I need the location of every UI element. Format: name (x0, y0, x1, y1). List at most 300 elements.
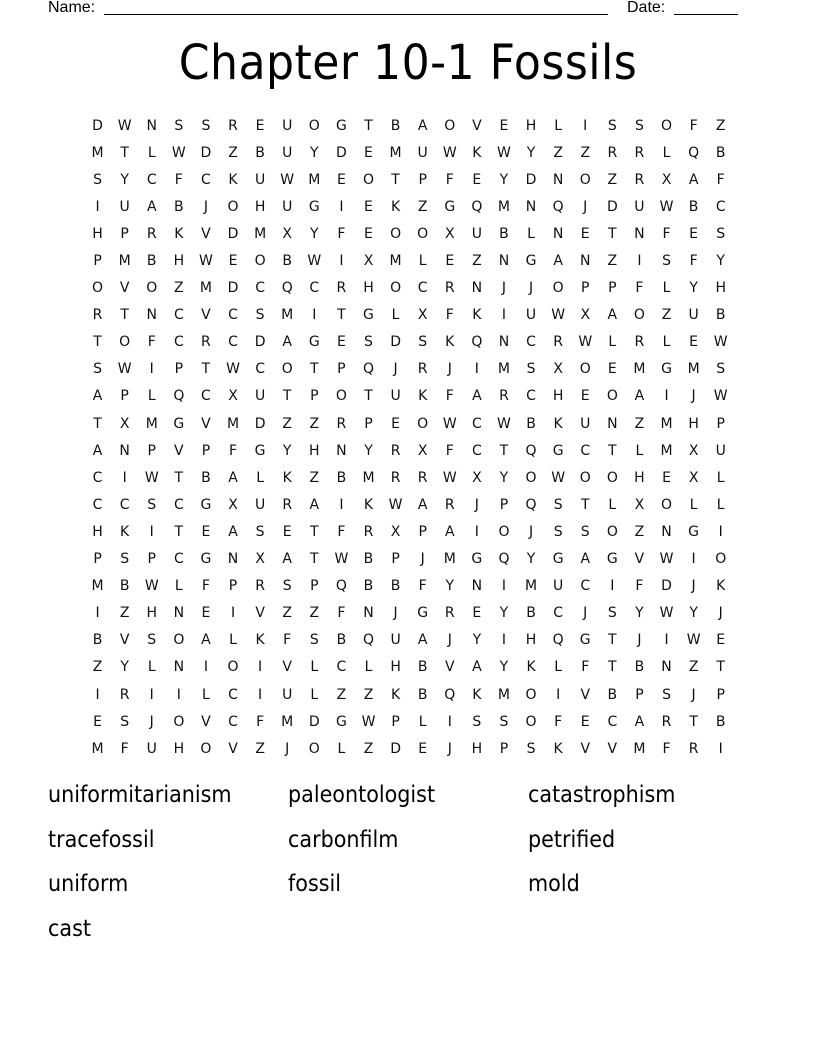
grid-cell[interactable]: I (691, 551, 696, 568)
grid-cell[interactable]: N (173, 605, 185, 622)
grid-cell[interactable]: W (442, 415, 457, 432)
grid-cell[interactable]: X (282, 225, 292, 242)
grid-cell[interactable]: O (173, 632, 185, 649)
grid-cell[interactable]: A (444, 523, 455, 540)
grid-cell[interactable]: W (307, 253, 322, 270)
grid-cell[interactable]: J (691, 686, 696, 703)
grid-cell[interactable]: E (716, 632, 726, 649)
grid-cell[interactable]: H (715, 280, 726, 297)
grid-cell[interactable]: S (607, 117, 617, 134)
grid-cell[interactable]: O (390, 225, 402, 242)
grid-cell[interactable]: F (337, 523, 346, 540)
grid-cell[interactable]: O (606, 523, 618, 540)
grid-cell[interactable]: J (528, 523, 534, 540)
grid-cell[interactable]: X (634, 496, 645, 513)
grid-cell[interactable]: H (173, 253, 185, 270)
grid-cell[interactable]: I (149, 686, 154, 703)
grid-cell[interactable]: E (201, 523, 211, 540)
grid-cell[interactable]: E (364, 198, 373, 215)
grid-cell[interactable]: V (201, 415, 211, 432)
grid-cell[interactable]: M (281, 713, 294, 730)
grid-cell[interactable]: Z (634, 523, 645, 540)
grid-cell[interactable]: R (688, 740, 699, 757)
grid-cell[interactable]: K (120, 523, 130, 540)
grid-cell[interactable]: Y (282, 442, 292, 459)
grid-cell[interactable]: T (282, 388, 292, 405)
grid-cell[interactable]: C (417, 280, 428, 297)
grid-cell[interactable]: O (417, 225, 429, 242)
grid-cell[interactable]: C (580, 442, 591, 459)
grid-cell[interactable]: D (390, 740, 401, 757)
grid-cell[interactable]: J (528, 280, 534, 297)
grid-cell[interactable]: Z (417, 198, 428, 215)
grid-cell[interactable]: T (689, 713, 698, 730)
grid-cell[interactable]: I (339, 253, 344, 270)
grid-cell[interactable]: Z (688, 659, 699, 676)
grid-cell[interactable]: R (119, 686, 130, 703)
grid-cell[interactable]: Q (498, 551, 510, 568)
grid-cell[interactable]: G (417, 605, 429, 622)
grid-cell[interactable]: M (660, 442, 673, 459)
grid-cell[interactable]: B (607, 686, 618, 703)
grid-cell[interactable]: P (201, 442, 211, 459)
grid-cell[interactable]: T (310, 523, 319, 540)
grid-cell[interactable]: R (634, 144, 645, 161)
grid-cell[interactable]: V (255, 605, 265, 622)
grid-cell[interactable]: L (229, 632, 237, 649)
grid-cell[interactable]: L (554, 117, 563, 134)
grid-cell[interactable]: I (149, 361, 154, 378)
grid-cell[interactable]: E (580, 225, 590, 242)
grid-cell[interactable]: C (607, 713, 618, 730)
grid-cell[interactable]: F (147, 334, 156, 351)
grid-cell[interactable]: O (579, 469, 591, 486)
grid-cell[interactable]: F (635, 280, 644, 297)
grid-cell[interactable]: A (417, 632, 428, 649)
grid-cell[interactable]: T (337, 307, 346, 324)
grid-cell[interactable]: Z (309, 605, 320, 622)
grid-cell[interactable]: J (691, 578, 696, 595)
grid-cell[interactable]: S (580, 523, 590, 540)
grid-cell[interactable]: J (447, 361, 452, 378)
grid-cell[interactable]: O (335, 388, 347, 405)
grid-cell[interactable]: M (91, 578, 104, 595)
grid-cell[interactable]: A (607, 307, 618, 324)
grid-cell[interactable]: N (146, 307, 157, 324)
grid-cell[interactable]: L (418, 713, 427, 730)
grid-cell[interactable]: X (363, 253, 374, 270)
grid-cell[interactable]: K (472, 307, 482, 324)
grid-cell[interactable]: N (146, 117, 157, 134)
grid-cell[interactable]: R (390, 442, 401, 459)
grid-cell[interactable]: I (610, 578, 615, 595)
grid-cell[interactable]: L (147, 144, 156, 161)
grid-cell[interactable]: Z (634, 415, 645, 432)
grid-cell[interactable]: T (716, 659, 725, 676)
grid-cell[interactable]: V (580, 740, 591, 757)
grid-cell[interactable]: I (312, 307, 317, 324)
grid-cell[interactable]: L (716, 496, 725, 513)
grid-cell[interactable]: T (608, 632, 617, 649)
grid-cell[interactable]: W (551, 307, 566, 324)
grid-cell[interactable]: D (227, 225, 239, 242)
grid-cell[interactable]: C (228, 334, 238, 351)
grid-cell[interactable]: J (393, 605, 398, 622)
grid-cell[interactable]: M (497, 686, 510, 703)
grid-cell[interactable]: R (201, 334, 211, 351)
grid-cell[interactable]: S (147, 496, 157, 513)
grid-cell[interactable]: W (199, 253, 213, 270)
grid-cell[interactable]: L (635, 442, 644, 459)
grid-cell[interactable]: J (691, 388, 696, 405)
grid-cell[interactable]: O (498, 523, 510, 540)
grid-cell[interactable]: L (147, 659, 156, 676)
grid-cell[interactable]: E (499, 117, 509, 134)
grid-cell[interactable]: P (418, 171, 427, 188)
grid-cell[interactable]: N (173, 659, 185, 676)
grid-cell[interactable]: B (119, 578, 130, 595)
grid-cell[interactable]: K (282, 469, 292, 486)
grid-cell[interactable]: J (501, 280, 507, 297)
grid-cell[interactable]: O (227, 659, 239, 676)
grid-cell[interactable]: T (310, 551, 319, 568)
grid-cell[interactable]: E (472, 605, 482, 622)
grid-cell[interactable]: T (174, 469, 184, 486)
grid-cell[interactable]: L (256, 469, 265, 486)
grid-cell[interactable]: Q (362, 632, 374, 649)
grid-cell[interactable]: M (254, 225, 267, 242)
grid-cell[interactable]: I (230, 605, 236, 622)
grid-cell[interactable]: L (716, 469, 725, 486)
grid-cell[interactable]: X (417, 442, 428, 459)
grid-cell[interactable]: M (91, 144, 104, 161)
grid-cell[interactable]: S (174, 117, 184, 134)
grid-cell[interactable]: T (580, 496, 590, 513)
grid-cell[interactable]: P (608, 280, 617, 297)
grid-cell[interactable]: X (444, 225, 455, 242)
grid-cell[interactable]: F (716, 171, 725, 188)
grid-cell[interactable]: O (308, 117, 320, 134)
grid-cell[interactable]: C (336, 659, 347, 676)
grid-cell[interactable]: F (662, 740, 671, 757)
grid-cell[interactable]: M (497, 198, 510, 215)
grid-cell[interactable]: T (499, 442, 509, 459)
grid-cell[interactable]: Q (552, 198, 564, 215)
grid-cell[interactable]: T (608, 659, 617, 676)
grid-cell[interactable]: A (92, 442, 103, 459)
grid-cell[interactable]: O (119, 334, 131, 351)
grid-cell[interactable]: A (634, 388, 645, 405)
grid-cell[interactable]: C (201, 171, 211, 188)
grid-cell[interactable]: P (147, 442, 156, 459)
grid-cell[interactable]: T (93, 415, 102, 432)
grid-cell[interactable]: G (173, 415, 185, 432)
grid-cell[interactable]: Q (471, 198, 483, 215)
grid-cell[interactable]: W (497, 415, 511, 432)
grid-cell[interactable]: M (497, 361, 510, 378)
grid-cell[interactable]: Q (335, 578, 347, 595)
grid-cell[interactable]: E (662, 469, 671, 486)
grid-cell[interactable]: F (228, 442, 238, 459)
grid-cell[interactable]: T (201, 361, 211, 378)
grid-cell[interactable]: M (687, 361, 700, 378)
grid-cell[interactable]: D (606, 198, 618, 215)
grid-cell[interactable]: B (363, 551, 374, 568)
grid-cell[interactable]: N (552, 225, 564, 242)
grid-cell[interactable]: Y (716, 253, 725, 270)
grid-cell[interactable]: U (282, 117, 293, 134)
grid-cell[interactable]: H (634, 469, 645, 486)
grid-cell[interactable]: M (633, 740, 646, 757)
grid-cell[interactable]: X (255, 551, 265, 568)
grid-cell[interactable]: P (499, 740, 509, 757)
grid-cell[interactable]: P (228, 578, 238, 595)
grid-cell[interactable]: G (471, 551, 483, 568)
grid-cell[interactable]: D (254, 334, 266, 351)
grid-cell[interactable]: S (147, 632, 157, 649)
grid-cell[interactable]: F (418, 578, 427, 595)
grid-cell[interactable]: D (227, 280, 239, 297)
grid-cell[interactable]: B (715, 307, 726, 324)
grid-cell[interactable]: N (634, 225, 645, 242)
grid-cell[interactable]: Z (715, 117, 726, 134)
grid-cell[interactable]: R (444, 605, 455, 622)
grid-cell[interactable]: Q (552, 632, 564, 649)
grid-cell[interactable]: J (447, 632, 452, 649)
grid-cell[interactable]: Z (92, 659, 103, 676)
grid-cell[interactable]: H (363, 280, 374, 297)
grid-cell[interactable]: S (553, 496, 563, 513)
grid-cell[interactable]: E (607, 361, 617, 378)
grid-cell[interactable]: F (445, 442, 454, 459)
grid-cell[interactable]: P (310, 388, 319, 405)
grid-cell[interactable]: K (553, 740, 563, 757)
grid-cell[interactable]: I (583, 117, 588, 134)
grid-cell[interactable]: W (226, 361, 240, 378)
grid-cell[interactable]: U (282, 198, 293, 215)
grid-cell[interactable]: L (608, 496, 617, 513)
grid-cell[interactable]: G (444, 198, 456, 215)
grid-cell[interactable]: U (254, 496, 266, 513)
grid-cell[interactable]: V (201, 225, 211, 242)
grid-cell[interactable]: R (390, 469, 401, 486)
grid-cell[interactable]: U (119, 198, 130, 215)
grid-cell[interactable]: Y (689, 280, 698, 297)
grid-cell[interactable]: W (686, 632, 701, 649)
grid-cell[interactable]: N (119, 442, 130, 459)
grid-cell[interactable]: L (662, 280, 671, 297)
grid-cell[interactable]: Y (526, 551, 536, 568)
grid-cell[interactable]: Z (363, 740, 374, 757)
grid-cell[interactable]: F (283, 632, 292, 649)
grid-cell[interactable]: J (203, 198, 208, 215)
grid-cell[interactable]: M (633, 361, 646, 378)
grid-cell[interactable]: I (95, 605, 100, 622)
grid-cell[interactable]: H (173, 740, 185, 757)
grid-cell[interactable]: C (255, 280, 265, 297)
grid-cell[interactable]: W (388, 496, 403, 513)
grid-cell[interactable]: X (472, 469, 482, 486)
grid-cell[interactable]: M (281, 307, 294, 324)
grid-cell[interactable]: L (662, 334, 671, 351)
grid-cell[interactable]: R (661, 713, 672, 730)
grid-cell[interactable]: X (390, 523, 401, 540)
grid-cell[interactable]: Y (499, 605, 509, 622)
grid-cell[interactable]: S (255, 523, 265, 540)
grid-cell[interactable]: X (580, 307, 591, 324)
grid-cell[interactable]: E (391, 415, 400, 432)
grid-cell[interactable]: K (174, 225, 184, 242)
grid-cell[interactable]: G (254, 442, 266, 459)
grid-cell[interactable]: Q (173, 388, 185, 405)
grid-cell[interactable]: U (553, 578, 564, 595)
grid-cell[interactable]: M (389, 253, 402, 270)
grid-cell[interactable]: Y (499, 171, 509, 188)
grid-cell[interactable]: M (199, 280, 212, 297)
grid-cell[interactable]: I (203, 659, 208, 676)
grid-cell[interactable]: O (362, 171, 374, 188)
grid-cell[interactable]: U (580, 415, 591, 432)
grid-cell[interactable]: O (417, 415, 429, 432)
grid-cell[interactable]: O (173, 713, 185, 730)
grid-cell[interactable]: P (93, 551, 102, 568)
grid-cell[interactable]: C (119, 496, 130, 513)
grid-cell[interactable]: V (472, 117, 482, 134)
grid-cell[interactable]: R (444, 280, 455, 297)
grid-cell[interactable]: Y (472, 632, 482, 649)
grid-cell[interactable]: M (362, 469, 375, 486)
grid-cell[interactable]: F (689, 117, 698, 134)
grid-cell[interactable]: K (390, 198, 401, 215)
grid-cell[interactable]: B (715, 713, 726, 730)
grid-cell[interactable]: J (583, 605, 588, 622)
grid-cell[interactable]: L (608, 334, 617, 351)
grid-cell[interactable]: W (171, 144, 186, 161)
grid-cell[interactable]: D (92, 117, 103, 134)
grid-cell[interactable]: R (363, 523, 374, 540)
grid-cell[interactable]: B (417, 686, 428, 703)
grid-cell[interactable]: E (364, 144, 373, 161)
grid-cell[interactable]: F (337, 605, 346, 622)
grid-cell[interactable]: I (474, 523, 479, 540)
grid-cell[interactable]: U (146, 740, 157, 757)
grid-cell[interactable]: A (282, 551, 292, 568)
grid-cell[interactable]: S (364, 334, 373, 351)
grid-cell[interactable]: K (228, 171, 238, 188)
grid-cell[interactable]: K (445, 334, 455, 351)
grid-cell[interactable]: C (146, 171, 157, 188)
grid-cell[interactable]: Q (281, 280, 293, 297)
grid-cell[interactable]: Y (310, 144, 319, 161)
grid-cell[interactable]: C (471, 442, 482, 459)
grid-cell[interactable]: O (715, 551, 727, 568)
grid-cell[interactable]: S (662, 253, 671, 270)
grid-cell[interactable]: B (526, 415, 536, 432)
grid-cell[interactable]: T (391, 171, 400, 188)
grid-cell[interactable]: S (120, 551, 130, 568)
grid-cell[interactable]: S (120, 713, 130, 730)
grid-cell[interactable]: L (364, 659, 373, 676)
grid-cell[interactable]: T (120, 307, 129, 324)
grid-cell[interactable]: Y (310, 225, 319, 242)
grid-cell[interactable]: P (499, 496, 509, 513)
grid-cell[interactable]: F (337, 225, 346, 242)
grid-cell[interactable]: D (254, 415, 266, 432)
grid-cell[interactable]: K (553, 415, 563, 432)
grid-cell[interactable]: A (417, 117, 428, 134)
grid-cell[interactable]: R (417, 361, 428, 378)
grid-cell[interactable]: E (255, 117, 265, 134)
grid-cell[interactable]: A (201, 632, 211, 649)
grid-cell[interactable]: I (258, 659, 263, 676)
grid-cell[interactable]: M (443, 551, 456, 568)
grid-cell[interactable]: W (497, 144, 511, 161)
grid-cell[interactable]: N (498, 334, 510, 351)
grid-cell[interactable]: A (282, 334, 292, 351)
grid-cell[interactable]: S (499, 713, 509, 730)
grid-cell[interactable]: Z (336, 686, 347, 703)
grid-cell[interactable]: O (552, 280, 564, 297)
grid-cell[interactable]: T (608, 225, 617, 242)
grid-cell[interactable]: E (445, 253, 455, 270)
grid-cell[interactable]: K (716, 578, 726, 595)
grid-cell[interactable]: I (664, 632, 669, 649)
grid-cell[interactable]: H (92, 523, 103, 540)
grid-cell[interactable]: S (418, 334, 428, 351)
grid-cell[interactable]: K (526, 659, 536, 676)
grid-cell[interactable]: V (607, 740, 618, 757)
grid-cell[interactable]: J (447, 740, 452, 757)
grid-cell[interactable]: E (336, 334, 346, 351)
grid-cell[interactable]: H (525, 632, 537, 649)
grid-cell[interactable]: W (117, 361, 132, 378)
grid-cell[interactable]: O (633, 307, 645, 324)
grid-cell[interactable]: D (336, 144, 347, 161)
grid-cell[interactable]: R (255, 578, 265, 595)
grid-cell[interactable]: Y (689, 605, 698, 622)
grid-cell[interactable]: R (146, 225, 157, 242)
grid-cell[interactable]: G (688, 523, 700, 540)
grid-cell[interactable]: G (661, 361, 672, 378)
grid-cell[interactable]: K (472, 686, 482, 703)
grid-cell[interactable]: Z (282, 605, 292, 622)
grid-cell[interactable]: O (390, 280, 402, 297)
grid-cell[interactable]: C (173, 496, 184, 513)
grid-cell[interactable]: W (334, 551, 349, 568)
grid-cell[interactable]: P (120, 225, 129, 242)
grid-cell[interactable]: R (444, 496, 455, 513)
grid-cell[interactable]: U (634, 198, 645, 215)
grid-cell[interactable]: L (662, 144, 671, 161)
grid-cell[interactable]: F (201, 578, 210, 595)
grid-cell[interactable]: P (635, 686, 644, 703)
grid-cell[interactable]: W (442, 469, 457, 486)
grid-cell[interactable]: X (553, 361, 563, 378)
grid-cell[interactable]: C (92, 496, 103, 513)
grid-cell[interactable]: M (389, 144, 402, 161)
name-field[interactable] (104, 0, 608, 15)
grid-cell[interactable]: Z (309, 415, 320, 432)
grid-cell[interactable]: O (200, 740, 212, 757)
grid-cell[interactable]: C (309, 280, 320, 297)
grid-cell[interactable]: W (659, 605, 674, 622)
grid-cell[interactable]: T (120, 144, 129, 161)
grid-cell[interactable]: S (553, 523, 563, 540)
grid-cell[interactable]: O (579, 171, 591, 188)
grid-cell[interactable]: M (145, 415, 158, 432)
grid-cell[interactable]: Q (525, 442, 537, 459)
grid-cell[interactable]: C (526, 334, 536, 351)
